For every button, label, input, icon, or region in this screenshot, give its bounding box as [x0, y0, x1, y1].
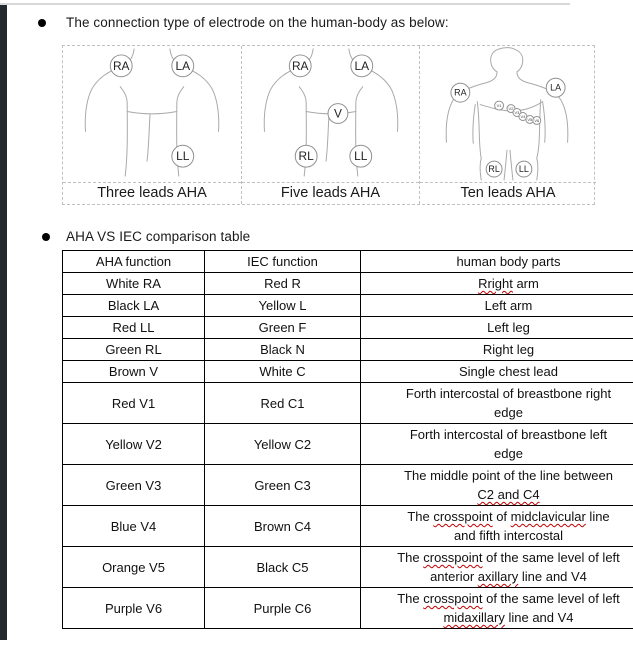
- figure-three-leads: [63, 46, 241, 204]
- chest-electrode-v4-label: V4: [520, 113, 526, 119]
- electrode-la-label: LA: [354, 58, 370, 73]
- iec-function-cell: Green C3: [205, 465, 361, 506]
- bullet-item-connection-type: [38, 15, 449, 30]
- body-part-cell: [361, 383, 633, 424]
- aha-function-cell: Orange V5: [63, 547, 205, 588]
- aha-function-cell: Yellow V2: [63, 424, 205, 465]
- electrode-la: [172, 55, 194, 77]
- iec-function-cell: Green F: [205, 317, 361, 339]
- body-part-text: line: [585, 509, 610, 524]
- aha-function-cell: Black LA: [63, 295, 205, 317]
- electrode-ra: [289, 55, 311, 77]
- electrode-la: [351, 55, 373, 77]
- misspelled-text: crosspoint: [433, 509, 493, 524]
- table-row: [63, 295, 633, 317]
- electrode-ll: [172, 145, 194, 167]
- aha-function-cell: Green RL: [63, 339, 205, 361]
- aha-function-cell: Purple V6: [63, 588, 205, 629]
- body-part-cell: [361, 361, 633, 383]
- chest-electrode-v6-label: V6: [534, 117, 540, 123]
- body-part-text: The middle point of the line between: [404, 468, 613, 483]
- body-part-text: edge: [494, 446, 523, 461]
- table-row: [63, 317, 633, 339]
- comparison-table-head: [63, 251, 633, 273]
- comparison-table: [62, 250, 633, 629]
- electrode-ll-label: LL: [518, 164, 529, 175]
- body-part-cell: [361, 547, 633, 588]
- column-header-0: AHA function: [63, 251, 205, 273]
- electrode-ra-label: RA: [291, 58, 309, 73]
- body-part-text: line and V4: [504, 610, 574, 625]
- body-part-cell: [361, 317, 633, 339]
- electrode-rl: [295, 145, 317, 167]
- body-part-cell: [361, 339, 633, 361]
- table-row: [63, 273, 633, 295]
- table-row: [63, 339, 633, 361]
- iec-function-cell: Brown C4: [205, 506, 361, 547]
- electrode-ll: [350, 145, 372, 167]
- misspelled-text: axillary: [477, 569, 519, 584]
- body-part-cell: [361, 465, 633, 506]
- electrode-la-label: LA: [550, 82, 562, 93]
- figure-five-leads: [241, 46, 419, 204]
- torso-three-leads-drawing: [63, 46, 240, 182]
- iec-function-cell: White C: [205, 361, 361, 383]
- body-part-text: arm: [512, 276, 539, 291]
- aha-function-cell: White RA: [63, 273, 205, 295]
- body-part-text: line and V4: [518, 569, 587, 584]
- figure-five-leads-image: [242, 46, 419, 182]
- iec-function-cell: Red R: [205, 273, 361, 295]
- misspelled-text: midclavicular: [510, 509, 586, 524]
- body-part-text: Right leg: [482, 342, 535, 357]
- chest-electrode-v2-label: V2: [508, 106, 514, 112]
- figure-caption: Ten leads AHA: [420, 182, 596, 204]
- chest-electrode-v1-label: V1: [496, 103, 502, 109]
- body-part-text: of the same level of left: [482, 550, 620, 565]
- table-row: [63, 547, 633, 588]
- aha-function-cell: Green V3: [63, 465, 205, 506]
- figure-ten-leads: [419, 46, 596, 204]
- electrode-ll-label: LL: [354, 149, 368, 164]
- bullet-text: AHA VS IEC comparison table: [66, 229, 251, 244]
- body-part-text: Left leg: [487, 320, 530, 335]
- column-header-1: IEC function: [205, 251, 361, 273]
- body-part-text: The: [407, 509, 434, 524]
- body-part-cell: [361, 273, 633, 295]
- aha-function-cell: Brown V: [63, 361, 205, 383]
- torso-five-leads-drawing: [242, 46, 419, 182]
- body-part-text: edge: [494, 405, 523, 420]
- electrode-ll: [516, 161, 532, 177]
- chest-electrode-v5-label: V5: [527, 116, 533, 122]
- window-left-edge-bar: [0, 5, 7, 640]
- body-part-text: Left arm: [484, 298, 533, 313]
- electrode-rl-label: RL: [488, 164, 500, 175]
- chest-electrode-v1: [495, 101, 504, 110]
- electrode-v-label: V: [333, 106, 342, 121]
- electrode-la-label: LA: [175, 58, 191, 73]
- body-part-text: The: [397, 591, 424, 606]
- misspelled-text: crosspoint: [423, 591, 483, 606]
- figure-caption: Three leads AHA: [63, 182, 241, 204]
- table-row: [63, 424, 633, 465]
- iec-function-cell: Yellow C2: [205, 424, 361, 465]
- body-part-text: The: [397, 550, 424, 565]
- bullet-item-comparison-table: [42, 229, 250, 244]
- table-row: [63, 588, 633, 629]
- electrode-ra-label: RA: [112, 58, 130, 73]
- electrode-ra: [451, 83, 470, 102]
- misspelled-text: midaxillary: [443, 610, 505, 625]
- aha-function-cell: Blue V4: [63, 506, 205, 547]
- bullet-text: The connection type of electrode on the human-body as below:: [66, 15, 449, 30]
- iec-function-cell: Purple C6: [205, 588, 361, 629]
- body-part-text: of the same level of left: [482, 591, 620, 606]
- body-part-text: Forth intercostal of breastbone right: [405, 386, 612, 401]
- body-ten-leads-drawing: [420, 46, 596, 182]
- chest-electrode-v6: [533, 116, 541, 124]
- body-part-text: Forth intercostal of breastbone left: [409, 427, 608, 442]
- chest-electrode-v3-label: V3: [514, 110, 520, 115]
- table-row: [63, 361, 633, 383]
- table-header-row: [63, 251, 633, 273]
- electrode-ll-label: LL: [176, 149, 190, 164]
- bullet-dot-icon: [38, 19, 46, 27]
- misspelled-text: C2 and C4: [477, 487, 540, 502]
- misspelled-text: Rright: [478, 276, 513, 291]
- figure-three-leads-image: [63, 46, 241, 182]
- comparison-table-body: [63, 273, 633, 629]
- iec-function-cell: Yellow L: [205, 295, 361, 317]
- misspelled-text: crosspoint: [423, 550, 483, 565]
- body-part-cell: [361, 588, 633, 629]
- body-part-text: anterior: [430, 569, 478, 584]
- figure-ten-leads-image: [420, 46, 596, 182]
- table-row: [63, 383, 633, 424]
- window-top-edge: [0, 3, 570, 5]
- bullet-dot-icon: [42, 233, 50, 241]
- table-row: [63, 506, 633, 547]
- aha-function-cell: Red V1: [63, 383, 205, 424]
- electrode-rl: [486, 161, 502, 177]
- body-part-cell: [361, 506, 633, 547]
- iec-function-cell: Red C1: [205, 383, 361, 424]
- body-part-text: Single chest lead: [458, 364, 558, 379]
- electrode-rl-label: RL: [298, 149, 314, 164]
- body-part-text: of: [492, 509, 511, 524]
- iec-function-cell: Black N: [205, 339, 361, 361]
- electrode-ra-label: RA: [454, 87, 467, 98]
- body-part-text: and fifth intercostal: [453, 528, 564, 543]
- table-row: [63, 465, 633, 506]
- aha-function-cell: Red LL: [63, 317, 205, 339]
- iec-function-cell: Black C5: [205, 547, 361, 588]
- electrode-figures-panel: [62, 45, 595, 205]
- electrode-la: [546, 78, 565, 97]
- electrode-ra: [110, 55, 132, 77]
- body-part-cell: [361, 295, 633, 317]
- figure-caption: Five leads AHA: [242, 182, 419, 204]
- electrode-v: [328, 104, 348, 124]
- body-part-cell: [361, 424, 633, 465]
- column-header-2: human body parts: [361, 251, 633, 273]
